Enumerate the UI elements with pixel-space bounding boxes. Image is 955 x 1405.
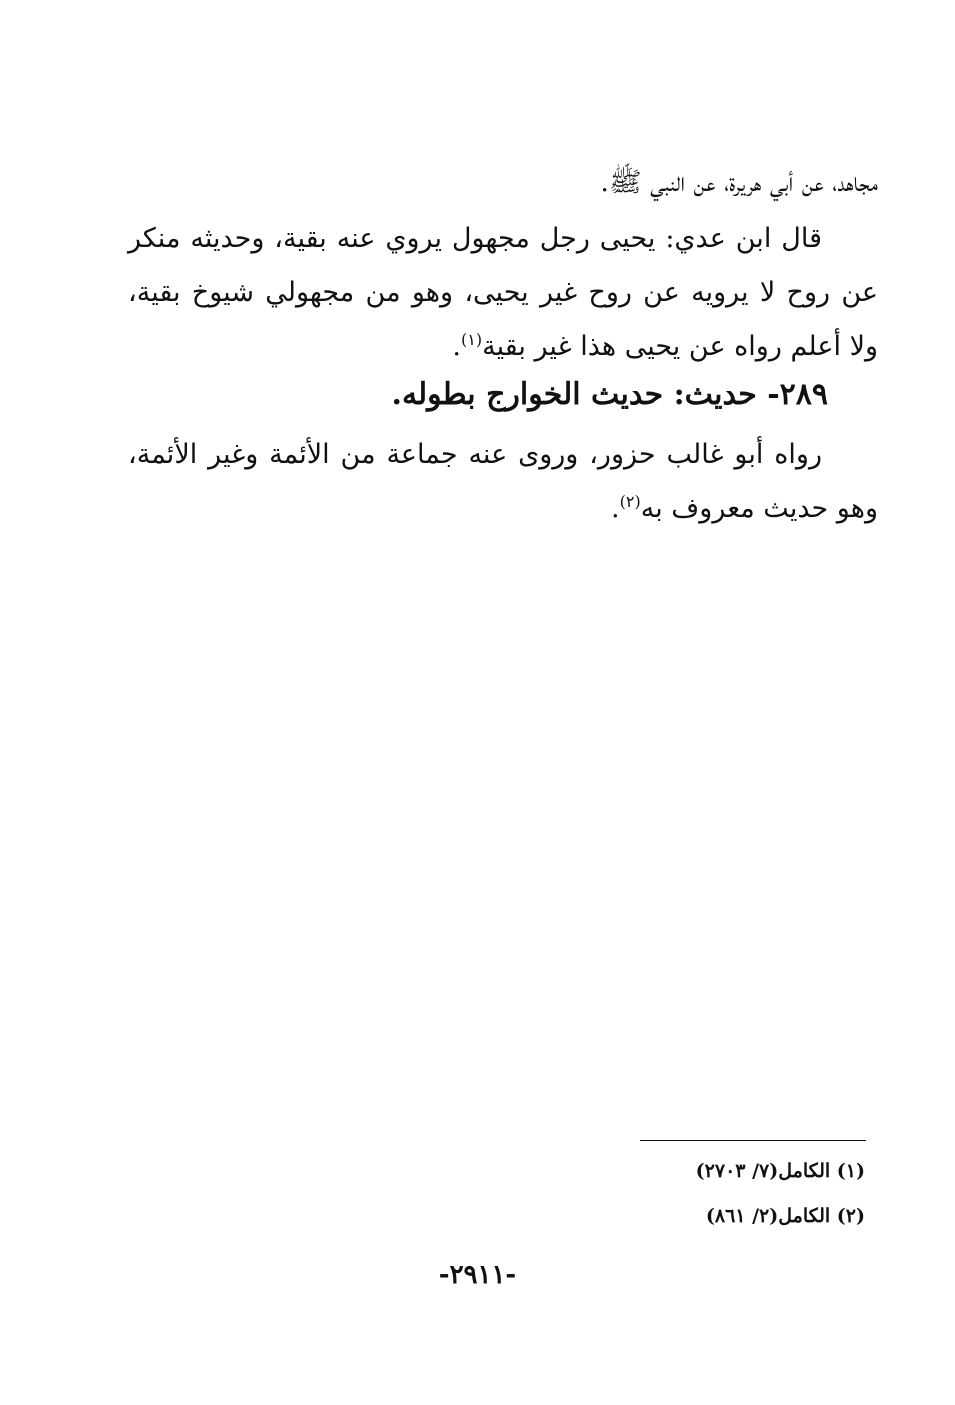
paragraph-continuation	[128, 156, 878, 210]
footnote-2: (٢) الكامل(٢/ ٨٦١)	[705, 1205, 865, 1227]
paragraph-text: مجاهد، عن أبي هريرة، عن النبي ﷺ.	[600, 167, 878, 198]
paragraph-end: .	[611, 493, 620, 524]
paragraph-end: .	[452, 331, 462, 362]
paragraph-ibn-adi-quote	[128, 212, 878, 374]
footnote-1: (١) الكامل(٧/ ٢٧٠٣)	[695, 1160, 865, 1182]
footnote-divider	[640, 1140, 866, 1141]
footnote-marker-1[interactable]: (١)	[461, 330, 483, 349]
footnote-marker-2[interactable]: (٢)	[619, 492, 641, 511]
paragraph-text: قال ابن عدي: يحيى رجل مجهول يروي عنه بقية، وحديثه منكر عن روح لا يرويه عن روح غير يحيى، وهو من مجهولي شيوخ بقية، ولا أعلم رواه عن يحيى هذا غير بقية	[128, 223, 878, 362]
paragraph-text: رواه أبو غالب حزور، وروى عنه جماعة من الأئمة وغير الأئمة، وهو حديث معروف به	[128, 439, 878, 524]
paragraph-narration	[128, 428, 878, 536]
hadith-heading: ٢٨٩- حديث: حديث الخوارج بطوله.	[391, 377, 828, 412]
page-number: -٢٩١١-	[438, 1260, 517, 1290]
